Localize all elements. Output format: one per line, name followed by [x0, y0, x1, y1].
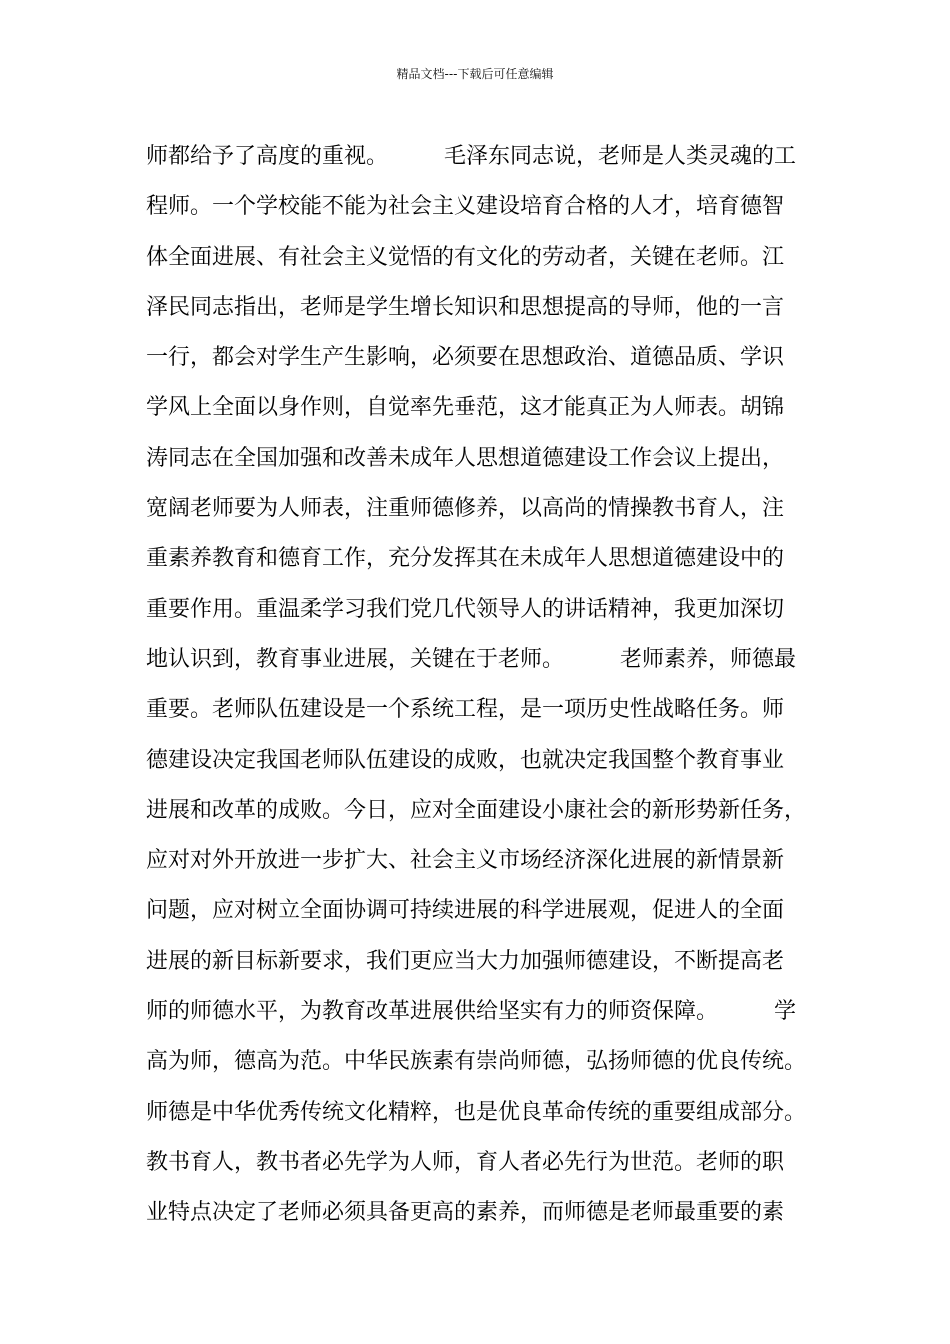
text-line: 师德是中华优秀传统文化精粹，也是优良革命传统的重要组成部分。 [146, 1099, 807, 1125]
text-line: 德建设决定我国老师队伍建设的成败，也就决定我国整个教育事业 [146, 747, 785, 773]
text-line: 宽阔老师要为人师表，注重师德修养，以高尚的情操教书育人，注 [146, 496, 785, 522]
text-line: 一行，都会对学生产生影响，必须要在思想政治、道德品质、学识 [146, 345, 785, 371]
text-line: 教书育人，教书者必先学为人师，育人者必先行为世范。老师的职 [146, 1149, 785, 1175]
text-line: 泽民同志指出，老师是学生增长知识和思想提高的导师，他的一言 [146, 294, 785, 320]
text-line: 师都给予了高度的重视。 毛泽东同志说，老师是人类灵魂的工 [146, 144, 796, 169]
text-line: 应对对外开放进一步扩大、社会主义市场经济深化进展的新情景新 [146, 848, 785, 874]
text-line: 师的师德水平，为教育改革进展供给坚实有力的师资保障。 学 [146, 999, 796, 1025]
text-line: 学风上全面以身作则，自觉率先垂范，这才能真正为人师表。胡锦 [146, 395, 785, 421]
text-line: 进展和改革的成败。今日，应对全面建设小康社会的新形势新任务， [146, 797, 807, 823]
text-line: 程师。一个学校能不能为社会主义建设培育合格的人才，培育德智 [146, 194, 785, 220]
text-line: 涛同志在全国加强和改善未成年人思想道德建设工作会议上提出， [146, 445, 785, 471]
document-body [146, 132, 826, 1239]
page-header: 精品文档---下载后可任意编辑 [396, 67, 554, 81]
text-line: 业特点决定了老师必须具备更高的素养，而师德是老师最重要的素 [146, 1200, 785, 1226]
text-line: 进展的新目标新要求，我们更应当大力加强师德建设，不断提高老 [146, 948, 785, 974]
text-line: 重素养教育和德育工作，充分发挥其在未成年人思想道德建设中的 [146, 546, 785, 572]
text-line: 重要作用。重温柔学习我们党几代领导人的讲话精神，我更加深切 [146, 596, 785, 622]
text-line: 高为师，德高为范。中华民族素有崇尚师德，弘扬师德的优良传统。 [146, 1049, 807, 1075]
text-line: 地认识到，教育事业进展，关键在于老师。 老师素养，师德最 [146, 646, 796, 672]
text-line: 重要。老师队伍建设是一个系统工程，是一项历史性战略任务。师 [146, 697, 785, 723]
text-line: 体全面进展、有社会主义觉悟的有文化的劳动者，关键在老师。江 [146, 244, 785, 270]
text-line: 问题，应对树立全面协调可持续进展的科学进展观，促进人的全面 [146, 898, 785, 924]
